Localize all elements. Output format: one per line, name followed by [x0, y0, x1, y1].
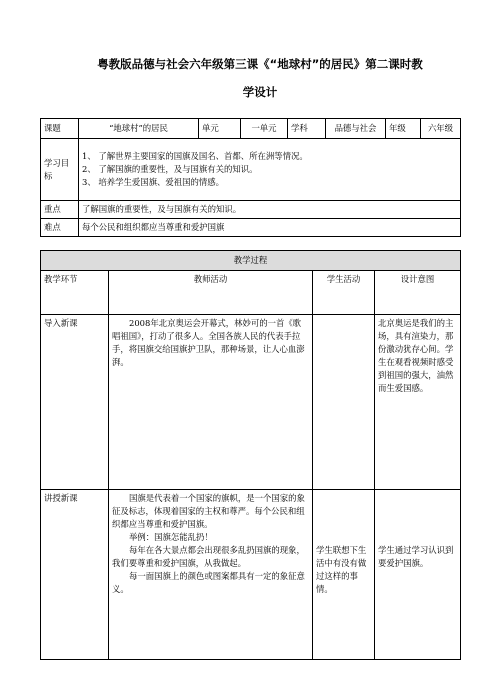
stage-intro: 导入新课: [41, 315, 109, 490]
goal-item: 1、 了解世界主要国家的国旗及国名、首都、所在洲等情况。: [82, 151, 308, 161]
doc-title-line2: 学设计: [242, 85, 278, 99]
stage-new-lesson: 讲授新课: [41, 490, 109, 660]
label-key: 重点: [41, 201, 79, 219]
col-intent: 设计意图: [375, 271, 461, 315]
teacher-activity-new-lesson: 国旗是代表着一个国家的旗帜，是一个国家的象征及标志，体现着国家的主权和尊严。每个公民和组织都应当尊重和爱护国旗。 举例：国旗怎能乱扔！ 每年在各大景点都会出现很多乱扔国旗的现象，我们要尊重和爱护国旗，从我做起。 每一面国旗上的颜色或图案都具有一定的象征意义。: [109, 490, 313, 660]
process-header: 教学过程: [41, 251, 461, 271]
label-difficulty: 难点: [41, 219, 79, 237]
col-teacher: 教师活动: [109, 271, 313, 315]
grade-value: 六年级: [421, 119, 461, 139]
subject-value: 品德与社会: [326, 119, 386, 139]
design-intent-intro: 北京奥运是我们的主场，具有渲染力，那份激动犹存心间。学生在观看视频时感受到祖国的强大，油然而生爱国感。: [375, 315, 461, 490]
label-subject: 学科: [288, 119, 326, 139]
student-activity-new-lesson: 学生联想下生活中有没有做过这样的事情。: [313, 490, 375, 660]
goals-cell: [79, 139, 461, 201]
label-grade: 年级: [386, 119, 421, 139]
key-value: 了解国旗的重要性，及与国旗有关的知识。: [79, 201, 461, 219]
teaching-process-table: [40, 250, 461, 660]
design-intent-new-lesson: 学生通过学习认识到要爱护国旗。: [375, 490, 461, 660]
col-student: 学生活动: [313, 271, 375, 315]
student-activity-intro: [313, 315, 375, 490]
teacher-activity-intro: 2008年北京奥运会开幕式，林妙可的一首《歌唱祖国》，打动了很多人。全国各族人民的代表手拉手，将国旗交给国旗护卫队，那种场景，让人心血澎湃。: [109, 315, 313, 490]
col-stage: 教学环节: [41, 271, 109, 315]
label-unit: 单元: [199, 119, 241, 139]
lesson-info-table: [40, 118, 461, 237]
goal-item: 3、 培养学生爱国旗、爱祖国的情感。: [82, 177, 224, 187]
unit-value: 一单元: [241, 119, 288, 139]
label-topic: 课题: [41, 119, 79, 139]
label-goals: 学习目标: [41, 139, 79, 201]
difficulty-value: 每个公民和组织都应当尊重和爱护国旗: [79, 219, 461, 237]
topic-value: “地球村”的居民: [79, 119, 199, 139]
goal-item: 2、 了解国旗的重要性，及与国旗有关的知识。: [82, 164, 258, 174]
doc-title-line1: 粤教版品德与社会六年级第三课《“地球村”的居民》第二课时教: [97, 57, 423, 71]
